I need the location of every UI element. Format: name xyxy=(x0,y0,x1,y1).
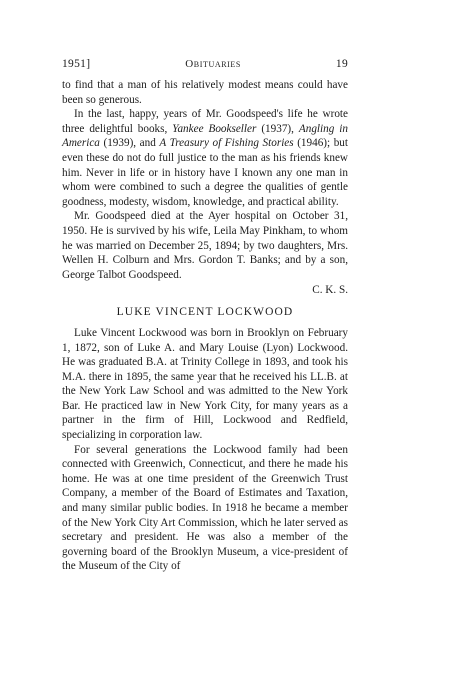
page-number: 19 xyxy=(335,58,348,70)
author-initials: C. K. S. xyxy=(312,284,348,297)
book-title: Angling in America xyxy=(62,122,348,150)
obituary-heading: LUKE VINCENT LOCKWOOD xyxy=(116,305,294,318)
paragraph-goodspeed-books xyxy=(62,107,348,209)
paragraph-goodspeed-death: Mr. Goodspeed died at the Ayer hospital on October 31, 1950. He is survived by his wife, Leila May Pinkham, to whom he was married on December 25, 1894; by two daughters, Mrs. Wellen H. Colburn and Mrs. Gordon T. Banks; and by a son, George Talbot Goodspeed. xyxy=(62,210,348,281)
paragraph-text: (1939), and xyxy=(99,137,160,150)
document-page xyxy=(62,58,348,574)
book-title: A Treasury of Fishing Stories xyxy=(159,137,294,150)
running-head-title: Obituaries xyxy=(185,58,241,70)
paragraph-text: In the last, happy, years of Mr. Goodspeed's life he wrote three delightful books, xyxy=(62,108,348,135)
paragraph-lockwood-greenwich: For several generations the Lockwood family had been connected with Greenwich, Connecticut, and there he made his home. He was at one time president of the Greenwich Trust Company, a member of the Board of Estimates and Taxation, and many similar public bodies. In 1918 he became a member of the New York City Art Commission, which he later served as secretary and president. He was also a member of the governing board of the Brooklyn Museum, a vice-president of the Museum of the City of xyxy=(62,443,348,573)
running-head xyxy=(62,58,348,70)
paragraph-text: (1937), xyxy=(256,122,299,135)
paragraph-lockwood-early-life: Luke Vincent Lockwood was born in Brooklyn on February 1, 1872, son of Luke A. and Mary Louise (Lyon) Lockwood. He was graduated B.A. at Trinity College in 1893, and took his M.A. there in 1895, the same year that he received his LL.B. at the New York Law School and was admitted to the New York Bar. He practiced law in New York City, for many years as a partner in the firm of Hill, Lockwood and Redfield, specializing in corporation law. xyxy=(62,326,348,442)
book-title: Yankee Bookseller xyxy=(172,122,257,135)
paragraph-continuation: to find that a man of his relatively modest means could have been so generous. xyxy=(62,79,348,106)
running-head-year: 1951] xyxy=(62,58,91,70)
paragraph-text: (1946); but even these do not do full justice to the man as his friends knew him. Never in life or in history have I known any one man in whom were combined to such a degree the qualities of gentle goodness, modesty, wisdom, knowledge, and practical ability. xyxy=(62,137,349,208)
